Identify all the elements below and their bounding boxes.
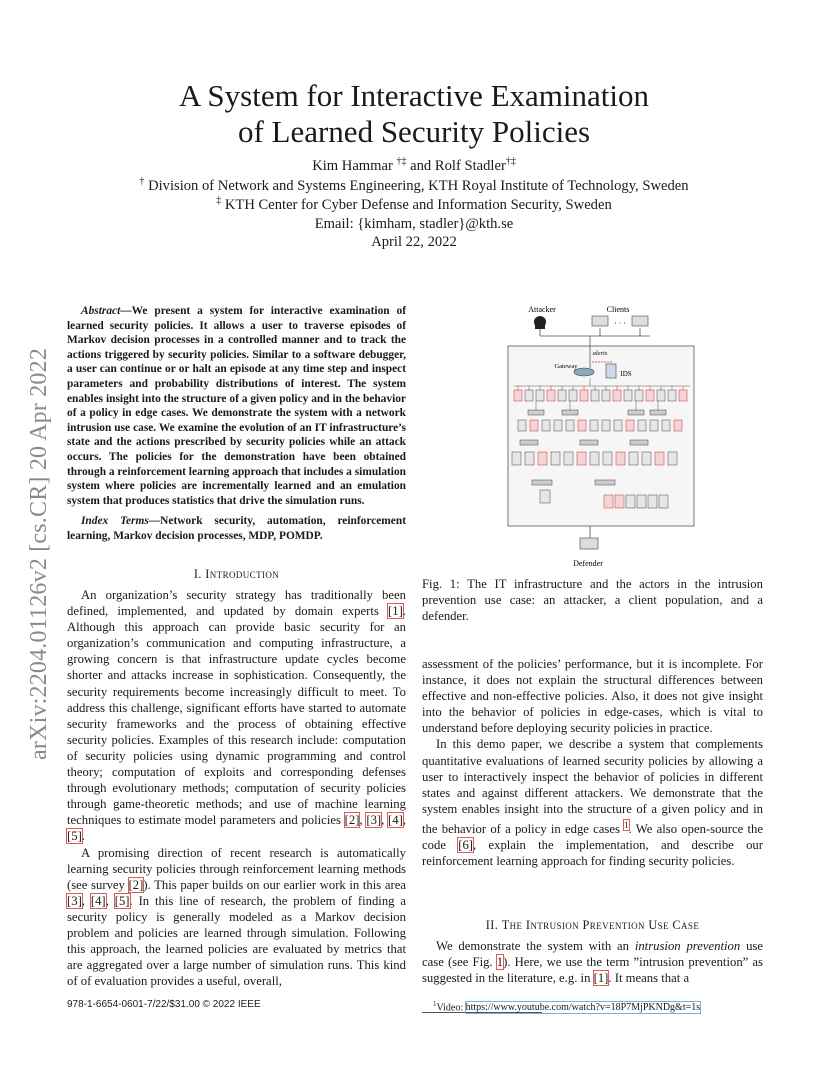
server-node [642,452,651,465]
server-node [604,495,613,508]
server-node [655,452,664,465]
server-node [554,420,562,431]
video-link[interactable]: https://www.youtube.com/watch?v=18P7MjPKNDg&t=1s [465,1002,701,1014]
title-line-1: A System for Interactive Examination [178,78,650,113]
ids-icon [606,364,616,378]
server-node [532,480,552,485]
server-node [628,410,644,415]
server-node [590,452,599,465]
right-paragraph-2 [422,736,763,869]
server-node [650,420,658,431]
server-node [659,495,668,508]
intro-p1-text-a: An organization’s security strategy has traditionally been defined, implemented, and updated by domain experts [67,588,406,619]
abstract-label: Abstract [81,305,121,317]
ids-label: IDS [620,370,632,378]
abstract-text: —We present a system for interactive examination of learned security policies. It allows a user to traverse episodes of Markov decision processes in a controlled manner and to track the actions triggered by security policies. Similar to a software debugger, a user can continue or or halt an episode at any time step and inspect parameters and probability distributions of interest. The system enables insight into the structure of a given policy and in the behavior of a policy in edge cases. We demonstrate the system with a network intrusion use case. We examine the evolution of an IT infrastructure’s state and the actions prescribed by security policies while an attack occurs. The policies for the demonstration have been obtained through a reinforcement learning approach that includes a simulation system where policies are incrementally learned and an emulation system that produces statistics that drive the simulation runs. [67,305,406,507]
intro-p2-text-a: A promising direction of recent research is automatically learning security policies through reinforcement learning methods (see survey [67,845,406,892]
server-node [624,390,632,401]
author-1-affil: †‡ [396,156,407,168]
date: April 22, 2022 [371,234,457,250]
server-node [629,452,638,465]
index-terms [67,514,406,543]
server-node [578,420,586,431]
right-paragraph-1: assessment of the policies’ performance, but it is incomplete. For instance, it does not explain the structural differences between effective and non-effective policies. Also, it does not give insight into the behavior of policies in edge-cases, which is vital to understand before deploying security policies in practice. [422,657,763,736]
server-node [542,420,550,431]
server-node [626,420,634,431]
section-2-number: II. [485,918,502,932]
server-node [637,495,646,508]
section-1-heading [67,567,406,582]
email: Email: {kimham, stadler}@kth.se [314,216,514,232]
sec2-emphasis: intrusion prevention [634,939,741,953]
citation-link[interactable]: [1] [593,971,609,986]
right-column-body [422,656,763,869]
citation-link[interactable]: [4] [90,893,106,908]
server-node [648,495,657,508]
figure-link[interactable]: 1 [496,955,504,970]
server-node [580,440,598,445]
affil-2-text: KTH Center for Cyber Defense and Information Security, Sweden [221,197,612,213]
section-2-title: The Intrusion Prevention Use Case [501,918,700,932]
intro-paragraph-2: A promising direction of recent research is automatically learning security policies through reinforcement learning methods (see survey [2]). This paper builds on our earlier work in this area [3], [4], [5]. In this line of research, the problem of finding a security policy is generally modeled as a Markov decision problem and policies are learned through simulation. Following this approach, the learned policies are evaluated by metrics that are aggregated over a large number of simulation runs. This kind of of evaluation provides a useful, overall, [67,845,407,989]
citation-link[interactable]: [6] [458,838,474,853]
intro-p2-text-b: ). This paper builds on our earlier work in this area [143,877,406,892]
citation-link[interactable]: [3] [67,893,82,908]
server-node [540,490,550,503]
citation-link[interactable]: [5] [67,829,82,844]
sec2-text-b: use case (see Fig. [422,939,763,970]
server-node [525,390,533,401]
author-2: and Rolf Stadler [406,158,506,174]
intro-p2-text-c: . In this line of research, the problem of finding a security policy is generally modeled as a Markov decision problem and policies are learned through simulation. Following this approach, the learned policies are evaluated by metrics that are aggregated over a large number of simulation runs. This kind of of evaluation provides a useful, overall, [67,893,407,989]
server-node [630,440,648,445]
attacker-label: Attacker [528,305,556,314]
copyright-footer: 978-1-6654-0601-7/22/$31.00 © 2022 IEEE [67,999,261,1010]
server-node [530,420,538,431]
server-node [547,390,555,401]
defender-icon [580,538,598,549]
server-node [512,452,521,465]
server-node [616,452,625,465]
defender-label: Defender [573,559,603,568]
citation-link[interactable]: [5] [114,893,130,908]
server-node [613,390,621,401]
citation-link[interactable]: [2] [128,877,144,892]
sec2-text-d: . It means that a [608,971,690,986]
server-node [580,390,588,401]
server-node [536,390,544,401]
server-node [615,495,624,508]
server-node [591,390,599,401]
affil-1-symbol: † [139,176,145,188]
right-p2-text-c: , explain the implementation, and describe our reinforcement learning approach for finding security policies. [422,838,763,869]
server-node [564,452,573,465]
server-node [646,390,654,401]
client-icon [632,316,648,326]
footnote [433,1000,700,1013]
citation-link[interactable]: [4] [388,813,403,828]
citation-link[interactable]: [1] [388,604,403,619]
server-node [528,410,544,415]
server-node [614,420,622,431]
server-node [538,452,547,465]
clients-label: Clients [606,305,630,314]
sec2-text-c: ). Here, we use the term ”intrusion prevention” as suggested in the literature, e.g. in [422,955,763,986]
server-node [590,420,598,431]
section-1-number: I. [193,567,206,581]
server-node [595,480,615,485]
citation-link[interactable]: [3] [366,813,382,828]
right-p2-text-b: . We also open-source the code [422,822,763,853]
title-line-2: of Learned Security Policies [237,114,591,149]
alerts-label: alerts [592,350,608,357]
client-icon [592,316,608,326]
server-node [577,452,586,465]
footnote-link[interactable]: 1 [624,819,629,830]
arxiv-identifier: arXiv:2204.01126v2 [cs.CR] 20 Apr 2022 [26,347,52,760]
section-1-title: Introduction [205,567,280,581]
server-node [569,390,577,401]
figure-caption: Fig. 1: The IT infrastructure and the actors in the intrusion prevention use case: an attacker, a client population, and a defender. [422,577,763,624]
author-2-affil: †‡ [505,156,516,168]
index-terms-label: Index Terms [81,515,149,527]
gateway-label: Gateway [554,363,578,370]
affil-1-text: Division of Network and Systems Engineering, KTH Royal Institute of Technology, Sweden [144,178,689,194]
server-node [674,420,682,431]
clients-ellipsis: · · · [614,319,626,328]
server-node [602,390,610,401]
affiliation-2 [0,196,828,215]
server-node [657,390,665,401]
author-line [0,157,828,176]
footnote-number: 1 [433,1000,437,1008]
paper-title [0,78,828,150]
affil-2-symbol: ‡ [216,195,222,207]
abstract [67,304,406,508]
author-1: Kim Hammar [312,158,397,174]
server-node [650,410,666,415]
server-node [679,390,687,401]
section-2-heading [422,918,763,933]
server-node [635,390,643,401]
server-node [668,452,677,465]
sec2-text-a: We demonstrate the system with an [436,939,635,953]
server-node [638,420,646,431]
server-node [551,452,560,465]
server-node [662,420,670,431]
server-node [518,420,526,431]
citation-link[interactable]: [2] [344,813,360,828]
server-node [514,390,522,401]
infrastructure-figure [500,300,700,570]
right-p2-text-a: In this demo paper, we describe a system that complements quantitative evaluations of learned security policies by allowing a user to interactively inspect the behavior of policies in different states and against different attackers. We demonstrate that the system enables insight into the structure of a given policy and in the behavior of a policy in edge cases [422,737,763,837]
intro-paragraph-1: An organization’s security strategy has traditionally been defined, implemented, and updated by domain experts [1]. Although this approach can provide basic security for an organization’s communication and computing infrastructure, a growing concern is that infrastructure update cycles become shorter and attacks increase in sophistication. Consequently, the security requirements become increasingly difficult to meet. To address this challenge, significant efforts have started to automate security frameworks and the process of obtaining effective security policies. Examples of this research include: computation of security policies using dynamic programming and control theory; computation of exploits and corresponding defenses through evolutionary methods; computation of security policies through game-theoretic methods; and use of machine learning techniques to estimate model parameters and policies [2], [3], [4], [5]. [67,588,407,844]
server-node [558,390,566,401]
footnote-text: Video: [436,1002,466,1014]
affiliation-1 [0,177,828,196]
server-node [562,410,578,415]
server-node [525,452,534,465]
server-node [626,495,635,508]
server-node [520,440,538,445]
server-node [603,452,612,465]
section-2-body [422,938,763,986]
server-node [602,420,610,431]
server-node [668,390,676,401]
index-terms-text: —Network security, automation, reinforcement learning, Markov decision processes, MDP, POMDP. [67,515,406,542]
server-node [566,420,574,431]
intro-p1-text-b: . Although this approach can provide basic security for an organization’s communication and computing infrastructure, a growing concern is that infrastructure update cycles become shorter and attacks increase in sophistication. Consequently, the security requirements become increasingly difficult to meet. To address this challenge, significant efforts have started to automate security frameworks and the process of obtaining effective security policies. Examples of this research include: computation of security policies using dynamic programming and control theory; computation of exploits and corresponding defenses through evolutionary methods; computation of security policies through game-theoretic methods; and use of machine learning techniques to estimate model parameters and policies [67,604,406,828]
attacker-icon [534,316,546,329]
section-2-paragraph [422,938,763,986]
intro-body [67,587,406,989]
